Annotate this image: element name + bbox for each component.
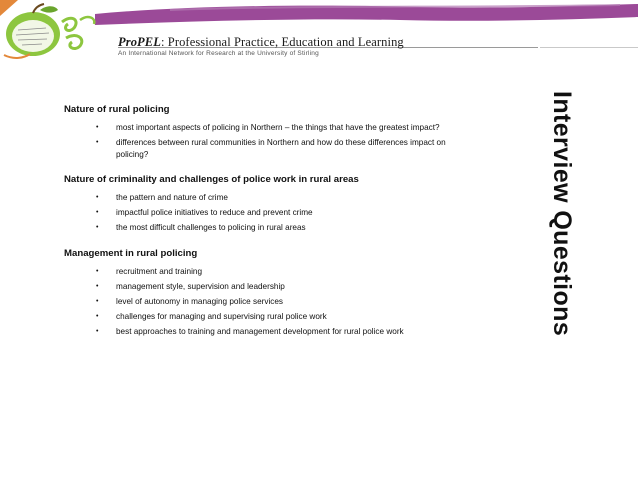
brand-title [118, 35, 404, 50]
slide-content [64, 104, 534, 352]
section-heading: Nature of criminality and challenges of police work in rural areas [64, 174, 359, 186]
list-item-text: most important aspects of policing in Northern – the things that have the greatest impact? [116, 123, 440, 132]
list-item [64, 192, 456, 204]
list-item [64, 326, 456, 338]
header-banner [0, 0, 638, 62]
bullet-icon: • [96, 298, 99, 306]
section-heading: Nature of rural policing [64, 104, 170, 115]
list-item-text: best approaches to training and management development for rural police work [116, 327, 404, 337]
bullet-list [64, 192, 534, 234]
bullet-icon: • [96, 313, 99, 321]
list-item-text: challenges for managing and supervising rural police work [116, 312, 327, 322]
list-item-text: the pattern and nature of crime [116, 193, 228, 203]
brand-name: ProPEL [118, 35, 161, 49]
section-rural-policing [64, 104, 534, 160]
bullet-icon: • [96, 124, 99, 131]
list-item [64, 122, 456, 134]
brand-tagline: An International Network for Research at the University of Stirling [118, 50, 319, 57]
slide-title [545, 91, 577, 391]
header-rule-extension [540, 47, 638, 48]
list-item [64, 281, 456, 293]
list-item [64, 207, 456, 219]
list-item-text: the most difficult challenges to policing in rural areas [116, 223, 306, 233]
list-item-text: differences between rural communities in Northern and how do these differences impact on policing? [116, 138, 446, 159]
bullet-icon: • [96, 139, 99, 147]
bullet-icon: • [96, 283, 99, 291]
slide-title-text: Interview Questions [548, 91, 576, 337]
list-item-text: level of autonomy in managing police services [116, 297, 284, 307]
bullet-icon: • [96, 268, 99, 276]
list-item-text: recruitment and training [116, 267, 203, 277]
bullet-list [64, 266, 534, 338]
list-item [64, 311, 456, 323]
bullet-icon: • [96, 224, 99, 232]
list-item-text: impactful police initiatives to reduce and prevent crime [116, 208, 313, 218]
list-item-text: management style, supervision and leadership [116, 282, 285, 292]
list-item [64, 222, 456, 234]
propel-logo-icon [0, 0, 638, 62]
bullet-icon: • [96, 194, 99, 202]
list-item [64, 266, 456, 278]
list-item [64, 137, 456, 160]
bullet-icon: • [96, 328, 99, 336]
section-heading: Management in rural policing [64, 248, 198, 260]
section-management [64, 248, 534, 338]
brand-rest: : Professional Practice, Education and Learning [160, 35, 404, 49]
bullet-list [64, 122, 534, 160]
list-item [64, 296, 456, 308]
section-criminality [64, 174, 534, 234]
bullet-icon: • [96, 209, 99, 217]
